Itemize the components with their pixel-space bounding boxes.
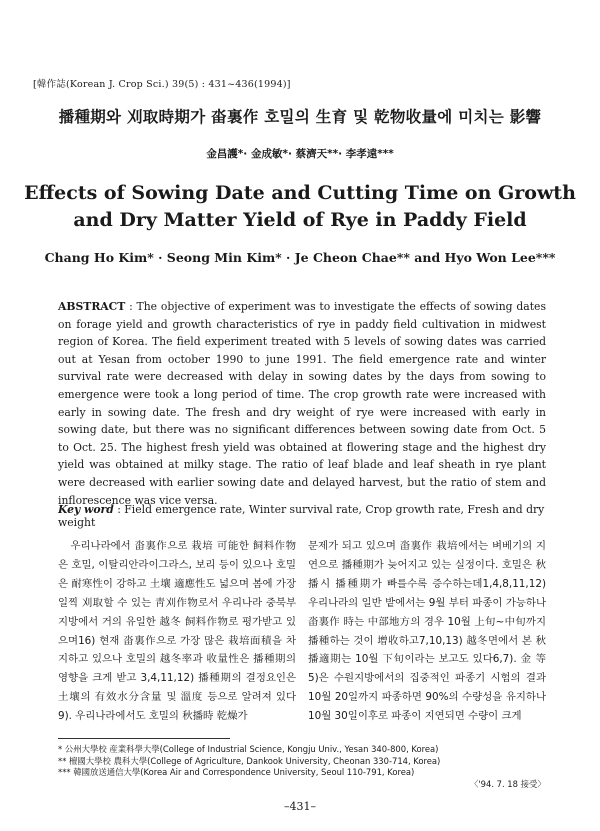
journal-reference: [韓作誌(Korean J. Crop Sci.) 39(5) : 431~436(1994)] (33, 79, 291, 90)
footnote-affiliation-3: *** 韓國放送通信大學(Korea Air and Correspondence University, Seoul 110-791, Korea) (58, 767, 415, 777)
keywords (58, 503, 546, 529)
body-paragraph-right: 문제가 되고 있으며 畓裏作 栽培에서는 벼베기의 지연으로 播種期가 늦어지고 있는 실정이다. 호밀은 秋播시 播種期가 빠를수록 증수하는데1,4,8,11,12) 우리나라의 일반 밭에서는 9월 부터 파종이 가능하나 畓裏作 時는 中部地方의 경우 10월 上旬~中旬까지 播種하는 것이 增收하고7,10,13) 越冬면에서 본 秋播適期는 10월 下旬이라는 보고도 있다6,7). 金 等5)은 수원지방에서의 집중적인 파종기 시험의 결과 10월 20일까지 파종하면 90%의 수량성을 유지하나 10월 30일이후로 파종이 지연되면 수량이 크게 (308, 540, 546, 723)
abstract-label: ABSTRACT (58, 300, 126, 313)
korean-authors: 金昌護*· 金成敏*· 蔡濟天**· 李孝遠*** (206, 148, 394, 160)
footnote-divider (58, 738, 230, 739)
korean-title: 播種期와 刈取時期가 畓裏作 호밀의 生育 및 乾物收量에 미치는 影響 (58, 108, 542, 126)
body-column-left (58, 537, 296, 726)
english-title-line-1: Effects of Sowing Date and Cutting Time on Growth (24, 182, 576, 204)
body-paragraph-left: 우리나라에서 畓裏作으로 栽培 可能한 飼料作物은 호밀, 이탈리안라이그라스, 보리 등이 있으나 호밀은 耐寒性이 강하고 土壤 適應性도 넓으며 봄에 가장 일찍 刈取할 수 있는 靑刈作物로서 우리나라 중북부지방에서 거의 유일한 越冬 飼料作物로 평가받고 있으며16) 현재 畓裏作으로 가장 많은 栽培面積을 차지하고 있으나 호밀의 越冬率과 收量性은 播種期의 영향을 크게 받고 3,4,11,12) 播種期의 결정요인은 土壤의 有效水分含量 및 溫度 등으로 알려져 있다9). 우리나라에서도 호밀의 秋播時 乾燥가 (58, 540, 296, 723)
footnote-affiliation-2: ** 檀國大學校 農科大學(College of Agriculture, Dankook University, Cheonan 330-714, Korea) (58, 755, 441, 766)
body-column-right (308, 537, 546, 726)
received-date: 〈'94. 7. 18 接受〉 (470, 779, 546, 789)
footnote-affiliation-1: * 公州大學校 産業科學大學(College of Industrial Science, Kongju Univ., Yesan 340-800, Korea) (58, 744, 439, 754)
english-title (0, 180, 600, 234)
keyword-text: : Field emergence rate, Winter survival rate, Crop growth rate, Fresh and dry weight (58, 503, 545, 529)
abstract-text: : The objective of experiment was to investigate the effects of sowing dates on forage yield and growth characteristics of rye in paddy field cultivation in midwest region of Korea. The field experiment treated with 5 levels of sowing dates was carried out at Yesan from october 1990 to june 1991. The field emergence rate and winter survival rate were decreased with delay in sowing dates by the days from sowing to emergence were took a long period of time. The crop growth rate were increased with early in sowing date. The fresh and dry weight of rye were increased with early in sowing date, but there was no significant differences between sowing date from Oct. 5 to Oct. 25. The highest fresh yield was obtained at flowering stage and the highest dry yield was obtained at milky stage. The ratio of leaf blade and leaf sheath in rye plant were decreased with earlier sowing date and delayed harvest, but the ratio of stem and inflorescence was vice versa. (58, 300, 546, 507)
english-title-line-2: and Dry Matter Yield of Rye in Paddy Field (73, 209, 527, 231)
keyword-label: Key word (58, 503, 114, 516)
abstract (58, 298, 546, 509)
page-number: –431– (284, 800, 316, 813)
footnotes (58, 744, 558, 779)
english-authors: Chang Ho Kim* · Seong Min Kim* · Je Cheon Chae** and Hyo Won Lee*** (44, 250, 556, 265)
